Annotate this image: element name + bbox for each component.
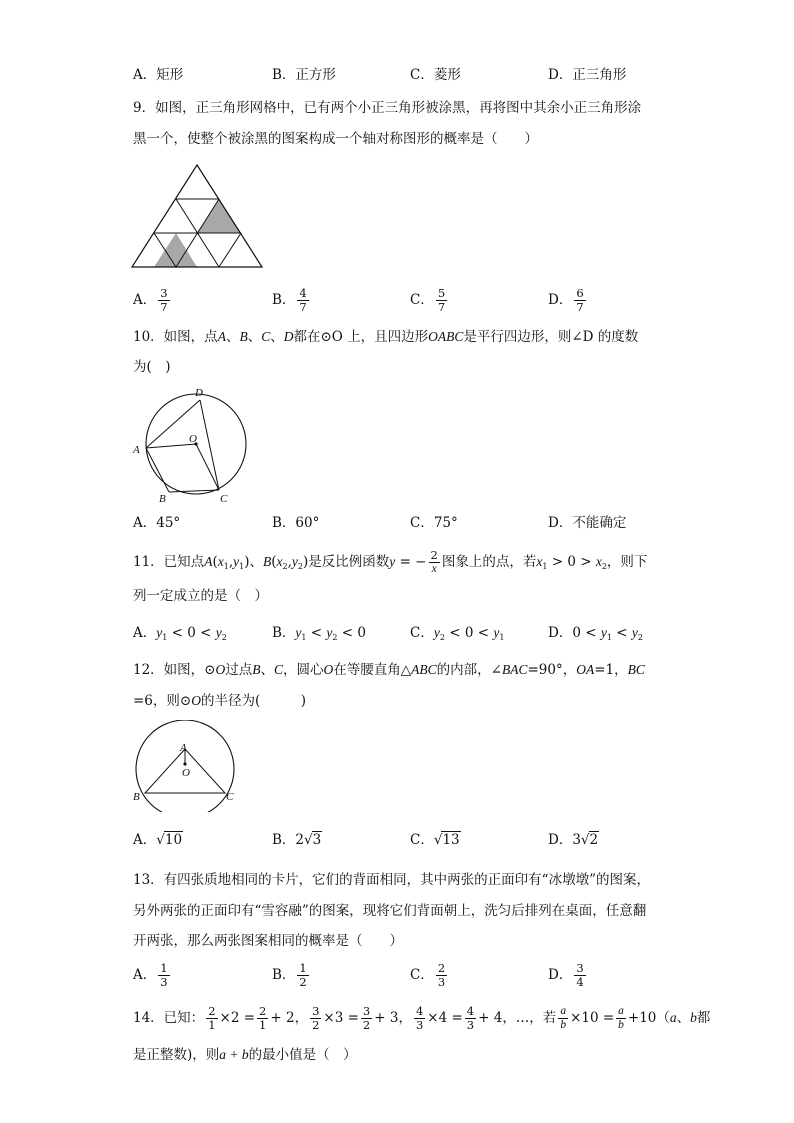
q12-center-dot <box>183 762 186 765</box>
q13-option-d: D． $\frac{3}{4}$ <box>548 961 584 989</box>
sqrt-symbol: √3 <box>304 832 322 848</box>
q11-option-a: A．$y_1 < 0 < y_2$ <box>133 625 227 642</box>
q12-option-d: D．3√2 <box>548 832 599 848</box>
q13-stem-line2: 另外两张的正面印有“雪容融”的图案，现将它们背面朝上，洗匀后排列在桌面，任意翻 <box>133 903 647 919</box>
sqrt-symbol: √10 <box>156 832 183 848</box>
q8-option-c: C．菱形 <box>410 67 461 83</box>
q10-option-b: B．60° <box>272 515 320 531</box>
q9-option-a: A． $\frac{3}{7}$ <box>133 286 168 314</box>
q12-circle <box>136 720 234 812</box>
q11-option-d: D．$0 < y_1 < y_2$ <box>548 625 643 642</box>
sqrt-symbol: √13 <box>433 832 460 848</box>
sqrt-symbol: √2 <box>580 832 599 848</box>
q10-label-o: O <box>189 433 197 445</box>
q9-stem-line1: 9．如图，正三角形网格中，已有两个小正三角形被涂黑，再将图中其余小正三角形涂 <box>133 100 642 116</box>
q12-label-c: C <box>226 791 234 803</box>
q13-option-c: C． $\frac{2}{3}$ <box>410 961 446 989</box>
q10-stem-line1: 10．如图，点A、B、C、D都在⊙O 上，且四边形OABC是平行四边形，则∠D 的度数 <box>133 329 639 345</box>
q11-stem-line1: 11．已知点$A(x_1,y_1)$、$B(x_2,y_2)$是反比例函数y = − $\frac{2}{x}$ 图象上的点，若$x_1 > 0 > x_2$，则下 <box>133 548 648 575</box>
q8-option-d: D．正三角形 <box>548 67 627 83</box>
q10-segment-dc <box>200 400 219 490</box>
q14-stem-line1: 14．已知： $\frac{2}{1}$ ×2 = $\frac{2}{1}$ + 2， $\frac{3}{2}$ ×3 = $\frac{3}{2}$ + 3， $\frac{4}{3}$ ×4 = $\frac{4}{3}$ + 4，…，若 $\frac{a}{b}$ ×10 = $\frac{a}{b}$ +10（a、b都 <box>133 1004 711 1032</box>
q14-stem-line2: 是正整数)，则a + b的最小值是（ ） <box>133 1047 357 1063</box>
q13-stem-line3: 开两张，那么两张图案相同的概率是（ ） <box>133 933 403 949</box>
q12-stem-line1: 12．如图，⊙O过点B、C，圆心O在等腰直角△ABC的内部，∠BAC=90°，OA=1，BC <box>133 662 645 678</box>
q9-option-b: B． $\frac{4}{7}$ <box>272 286 307 314</box>
q10-label-b: B <box>159 493 166 504</box>
q11-option-b: B．$y_1 < y_2 < 0$ <box>272 625 366 642</box>
q10-label-c: C <box>220 493 228 504</box>
q9-outer-triangle <box>132 165 262 267</box>
q10-option-d: D．不能确定 <box>548 515 627 531</box>
q10-segment-ab <box>146 448 169 492</box>
q12-label-o: O <box>182 767 190 779</box>
q12-option-a: A．√10 <box>133 832 183 848</box>
q10-segment-oc <box>196 444 219 490</box>
q10-circle-figure <box>128 382 253 504</box>
q9-option-c: C． $\frac{5}{7}$ <box>410 286 446 314</box>
q13-option-b: B． $\frac{1}{2}$ <box>272 961 307 989</box>
q9-grid-line <box>219 233 241 267</box>
q9-shaded-triangle-1 <box>197 199 241 233</box>
q10-stem-line2: 为( ) <box>133 359 171 375</box>
q13-option-a: A． $\frac{1}{3}$ <box>133 961 168 989</box>
q11-option-c: C．$y_2 < 0 < y_1$ <box>410 625 505 642</box>
q12-label-b: B <box>133 791 140 803</box>
q12-stem-line2: =6，则⊙O的半径为( ) <box>133 693 307 709</box>
q11-stem-line2: 列一定成立的是（ ） <box>133 588 268 604</box>
q9-shaded-triangle-2 <box>154 233 197 267</box>
q12-label-a: A <box>180 742 187 754</box>
q10-option-a: A．45° <box>133 515 181 531</box>
q9-triangle-grid-figure <box>128 160 268 272</box>
q12-option-c: C．√13 <box>410 832 460 848</box>
q9-stem-line2: 黑一个，使整个被涂黑的图案构成一个轴对称图形的概率是（ ） <box>133 131 538 147</box>
q8-option-a: A．矩形 <box>133 67 184 83</box>
q10-option-c: C．75° <box>410 515 458 531</box>
q12-circle-figure <box>128 720 243 812</box>
q10-label-a: A <box>133 444 140 456</box>
q9-option-d: D． $\frac{6}{7}$ <box>548 286 584 314</box>
q13-stem-line1: 13．有四张质地相同的卡片，它们的背面相同，其中两张的正面印有“冰墩墩”的图案， <box>133 872 650 888</box>
q10-label-d: D <box>195 387 203 399</box>
q8-option-b: B．正方形 <box>272 67 336 83</box>
q12-option-b: B．2√3 <box>272 832 322 848</box>
